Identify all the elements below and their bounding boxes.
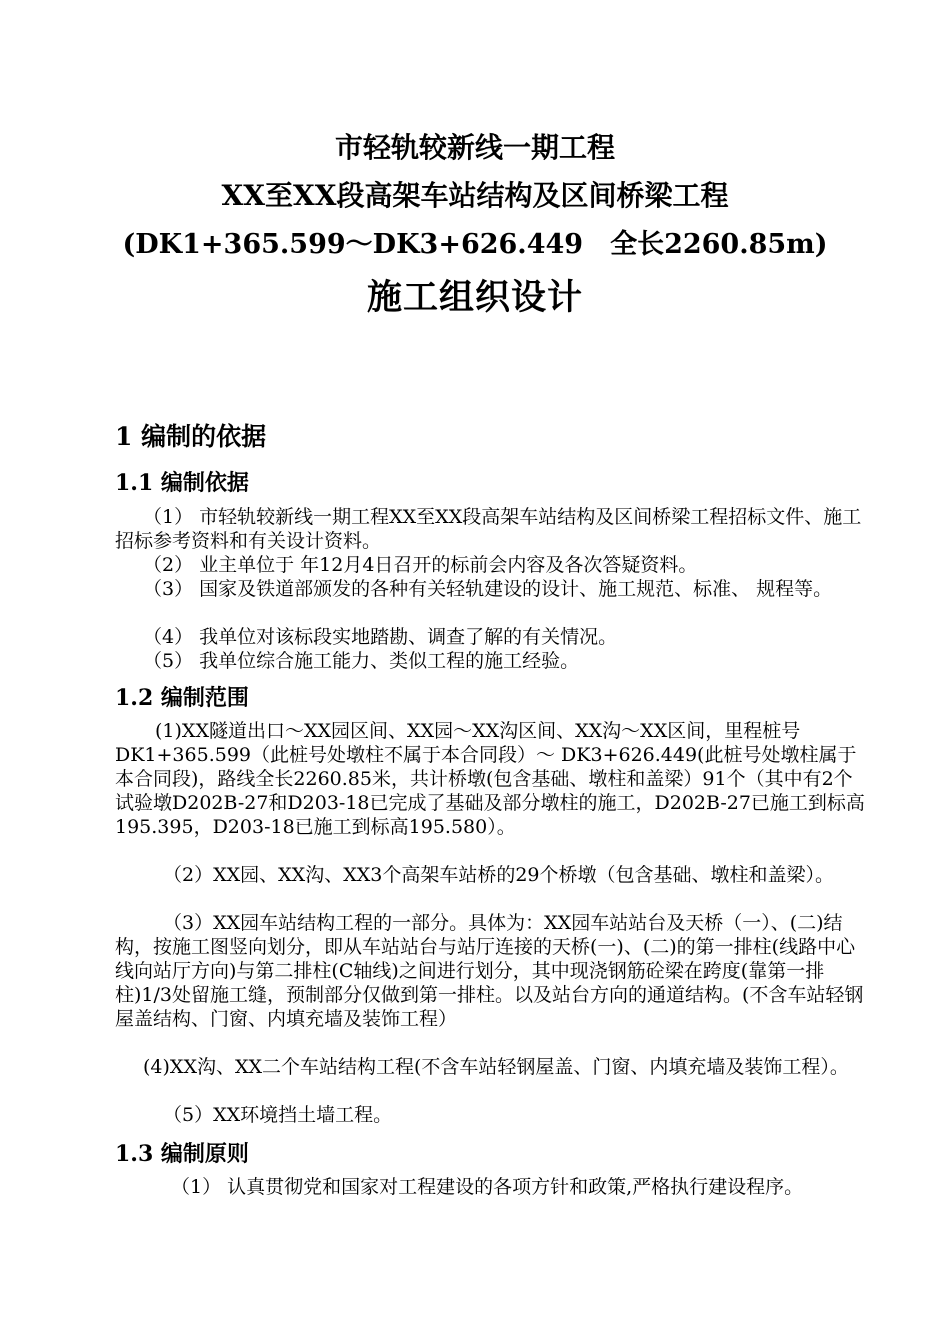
list-item: （1） 市轻轨较新线一期工程XX至XX段高架车站结构及区间桥梁工程招标文件、施工招标参考资料和有关设计资料。 — [115, 506, 862, 552]
list-item: (1)XX隧道出口～XX园区间、XX园～XX沟区间、XX沟～XX区间，里程桩号DK1+365.599（此桩号处墩柱不属于本合同段）～ DK3+626.449(此桩号处墩柱属于本合同段)，路线全长2260.85米，共计桥墩(包含基础、墩柱和盖梁）91个（其中有2个试验墩D202B-27和D203-18已完成了基础及部分墩柱的施工，D202B-27已施工到标高195.395，D203-18已施工到标高195.580）。 — [115, 720, 865, 838]
list-item: (4)XX沟、XX二个车站结构工程(不含车站轻钢屋盖、门窗、内填充墙及装饰工程）。 — [143, 1056, 849, 1078]
subsection-heading: 1.1 编制依据 — [115, 470, 249, 496]
list-item: （3）XX园车站结构工程的一部分。具体为：XX园车站站台及天桥（一）、(二)结构，按施工图竖向划分，即从车站站台与站厅连接的天桥(一)、(二)的第一排柱(线路中心线向站厅方向)与第二排柱(C轴线)之间进行划分，其中现浇钢筋砼梁在跨度(靠第一排柱)1/3处留施工缝，预制部分仅做到第一排柱。以及站台方向的通道结构。(不含车站轻钢屋盖结构、门窗、内填充墙及装饰工程） — [115, 912, 864, 1030]
section-heading: 1 编制的依据 — [115, 422, 267, 451]
project-title: 市轻轨较新线一期工程 — [334, 131, 615, 164]
subsection-heading: 1.2 编制范围 — [115, 685, 249, 711]
subsection-heading: 1.3 编制原则 — [115, 1141, 249, 1167]
list-item: （4） 我单位对该标段实地踏勘、调查了解的有关情况。 — [143, 626, 618, 648]
list-item: （5）XX环境挡土墙工程。 — [163, 1104, 393, 1126]
project-subtitle: XX至XX段高架车站结构及区间桥梁工程 — [221, 179, 729, 212]
list-item: （1） 认真贯彻党和国家对工程建设的各项方针和政策,严格执行建设程序。 — [171, 1176, 804, 1198]
document-title: 施工组织设计 — [366, 277, 583, 318]
list-item: （5） 我单位综合施工能力、类似工程的施工经验。 — [143, 650, 580, 672]
project-chainage: (DK1+365.599～DK3+626.449 全长2260.85m) — [122, 229, 828, 260]
list-item: （2）XX园、XX沟、XX3个高架车站桥的29个桥墩（包含基础、墩柱和盖梁）。 — [163, 864, 835, 886]
list-item: （3） 国家及铁道部颁发的各种有关轻轨建设的设计、施工规范、标准、 规程等。 — [143, 578, 833, 600]
list-item: （2） 业主单位于 年12月4日召开的标前会内容及各次答疑资料。 — [143, 554, 698, 576]
